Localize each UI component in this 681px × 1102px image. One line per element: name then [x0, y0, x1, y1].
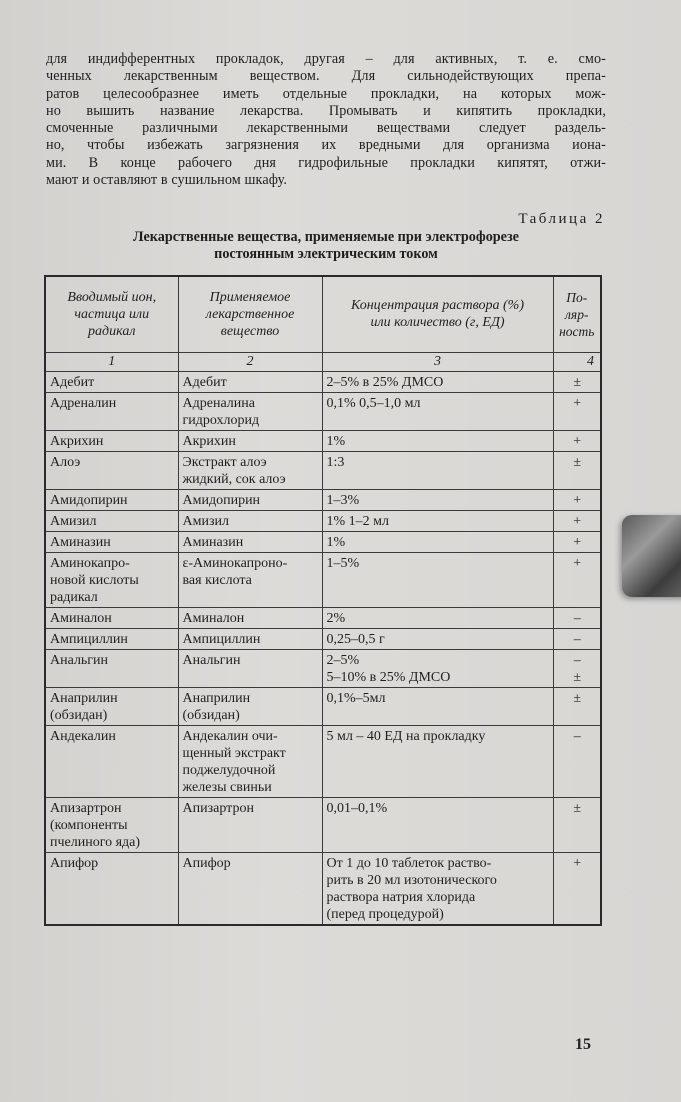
- cell-concentration: [322, 687, 553, 725]
- cell-ion-line: Адреналин: [50, 395, 117, 411]
- cell-drug-line: Адебит: [182, 374, 227, 390]
- cell-ion-line: радикал: [50, 589, 98, 605]
- cell-concentration-line: 1% 1–2 мл: [326, 513, 390, 529]
- cell-drug: [178, 797, 322, 852]
- cell-polarity-line: ±: [573, 454, 582, 470]
- cell-ion-line: Амизил: [50, 513, 97, 529]
- cell-concentration: [322, 852, 553, 925]
- cell-polarity: [553, 489, 601, 510]
- cell-drug-line: Анаприлин: [182, 690, 251, 706]
- cell-concentration-line: раствора натрия хлорида: [326, 889, 476, 905]
- cell-concentration: [322, 607, 553, 628]
- cell-concentration-line: 2–5%: [326, 652, 360, 668]
- cell-drug: [178, 725, 322, 797]
- cell-ion: [45, 531, 178, 552]
- cell-concentration-line: 0,1%–5мл: [326, 690, 386, 706]
- cell-ion-line: Аминалон: [50, 610, 112, 626]
- text-line: ми. В конце рабочего дня гидрофильные прокладки кипятят, отжи-: [46, 154, 606, 171]
- text-line: но вышить название лекарства. Промывать и кипятить прокладки,: [46, 102, 606, 119]
- drugs-table: [44, 275, 602, 926]
- cell-polarity: [553, 451, 601, 489]
- cell-ion-line: Адебит: [50, 374, 95, 390]
- cell-ion-line: Анальгин: [50, 652, 109, 668]
- cell-drug: [178, 552, 322, 607]
- cell-concentration-line: 1%: [326, 534, 346, 550]
- cell-concentration-line: От 1 до 10 таблеток раство-: [326, 855, 492, 871]
- cell-drug-line: вая кислота: [182, 572, 252, 588]
- text-line: но, чтобы избежать загрязнения их вредными для организма иона-: [46, 137, 606, 154]
- cell-polarity-line: +: [573, 492, 582, 508]
- cell-concentration-line: 0,1% 0,5–1,0 мл: [326, 395, 421, 411]
- cell-drug: [178, 607, 322, 628]
- table-row: [45, 649, 601, 687]
- table-row: [45, 797, 601, 852]
- cell-concentration: [322, 628, 553, 649]
- cell-concentration-line: 2%: [326, 610, 346, 626]
- header-drug: Применяемое лекарственное вещество: [178, 276, 322, 352]
- cell-polarity: [553, 725, 601, 797]
- cell-polarity-line: ±: [573, 669, 582, 685]
- cell-concentration-line: 5–10% в 25% ДМСО: [326, 669, 451, 685]
- cell-drug-line: Анальгин: [182, 652, 241, 668]
- table-row: [45, 852, 601, 925]
- cell-polarity: [553, 552, 601, 607]
- cell-polarity-line: ±: [573, 374, 582, 390]
- column-number: 1: [45, 352, 178, 371]
- cell-concentration: [322, 531, 553, 552]
- cell-polarity: [553, 430, 601, 451]
- cell-polarity: [553, 628, 601, 649]
- cell-ion-line: Апифор: [50, 855, 99, 871]
- cell-polarity: [553, 510, 601, 531]
- cell-concentration-line: 2–5% в 25% ДМСО: [326, 374, 444, 390]
- cell-concentration-line: 1:3: [326, 454, 345, 470]
- table-label: Таблица 2: [518, 211, 605, 227]
- text-line: ченных лекарственным веществом. Для сильнодействующих препа-: [46, 68, 606, 85]
- cell-polarity: [553, 531, 601, 552]
- column-number-row: [45, 352, 601, 371]
- cell-ion: [45, 510, 178, 531]
- cell-drug: [178, 649, 322, 687]
- cell-polarity-line: +: [573, 534, 582, 550]
- column-number: 4: [553, 352, 601, 371]
- cell-polarity: [553, 371, 601, 392]
- cell-drug: [178, 531, 322, 552]
- cell-drug-line: Акрихин: [182, 433, 236, 449]
- cell-concentration: [322, 725, 553, 797]
- cell-drug-line: поджелудочной: [182, 762, 276, 778]
- cell-ion-line: пчелиного яда): [50, 834, 141, 850]
- cell-drug-line: ε-Аминокапроно-: [182, 555, 288, 571]
- cell-ion: [45, 371, 178, 392]
- cell-ion-line: Акрихин: [50, 433, 104, 449]
- binder-clip: [622, 515, 681, 597]
- cell-drug: [178, 852, 322, 925]
- text-line: для индифферентных прокладок, другая – для активных, т. е. смо-: [46, 51, 606, 67]
- page-number: 15: [575, 1036, 591, 1053]
- cell-ion: [45, 797, 178, 852]
- cell-polarity: [553, 649, 601, 687]
- cell-drug-line: железы свиньи: [182, 779, 272, 795]
- table-row: [45, 552, 601, 607]
- table-row: [45, 628, 601, 649]
- cell-concentration-line: 0,01–0,1%: [326, 800, 388, 816]
- cell-drug: [178, 430, 322, 451]
- cell-drug-line: Аминазин: [182, 534, 244, 550]
- cell-drug-line: Андекалин очи-: [182, 728, 278, 744]
- cell-drug-line: Апизартрон: [182, 800, 254, 816]
- cell-ion-line: Аминокапро-: [50, 555, 130, 571]
- text-line: ратов целесообразнее иметь отдельные прокладки, на которых мож-: [46, 85, 606, 102]
- cell-ion-line: Алоэ: [50, 454, 81, 470]
- cell-concentration: [322, 510, 553, 531]
- table-row: [45, 392, 601, 430]
- table-row: [45, 725, 601, 797]
- header-concentration: Концентрация раствора (%) или количество (г, ЕД): [322, 276, 553, 352]
- cell-polarity: [553, 607, 601, 628]
- cell-drug-line: Амидопирин: [182, 492, 261, 508]
- cell-ion: [45, 489, 178, 510]
- cell-concentration-line: 1%: [326, 433, 346, 449]
- text-line: смоченные различными лекарственными веществами следует раздель-: [46, 120, 606, 137]
- cell-concentration: [322, 552, 553, 607]
- cell-polarity: [553, 392, 601, 430]
- cell-concentration-line: 1–3%: [326, 492, 360, 508]
- cell-polarity-line: ±: [573, 800, 582, 816]
- cell-drug: [178, 628, 322, 649]
- cell-concentration-line: 1–5%: [326, 555, 360, 571]
- cell-ion-line: Ампициллин: [50, 631, 128, 647]
- table-row: [45, 451, 601, 489]
- table-header-row: [45, 276, 601, 352]
- cell-drug: [178, 489, 322, 510]
- header-polarity: По- ляр- ность: [553, 276, 601, 352]
- cell-drug-line: жидкий, сок алоэ: [182, 471, 286, 487]
- cell-drug: [178, 687, 322, 725]
- cell-polarity-line: –: [573, 728, 581, 744]
- cell-drug: [178, 451, 322, 489]
- table-row: [45, 687, 601, 725]
- cell-drug-line: гидрохлорид: [182, 412, 260, 428]
- cell-drug-line: Ампициллин: [182, 631, 261, 647]
- cell-drug-line: щенный экстракт: [182, 745, 286, 761]
- cell-ion: [45, 430, 178, 451]
- table-row: [45, 531, 601, 552]
- cell-concentration: [322, 451, 553, 489]
- cell-polarity-line: +: [573, 855, 582, 871]
- cell-polarity: [553, 797, 601, 852]
- cell-concentration: [322, 371, 553, 392]
- cell-drug-line: Апифор: [182, 855, 231, 871]
- cell-polarity-line: ±: [573, 690, 582, 706]
- cell-drug-line: Адреналина: [182, 395, 255, 411]
- column-number: 3: [322, 352, 553, 371]
- cell-ion-line: Аминазин: [50, 534, 111, 550]
- cell-polarity-line: +: [573, 433, 582, 449]
- cell-polarity-line: +: [573, 513, 582, 529]
- cell-concentration: [322, 392, 553, 430]
- cell-ion: [45, 607, 178, 628]
- cell-ion-line: Андекалин: [50, 728, 116, 744]
- cell-polarity: [553, 687, 601, 725]
- cell-concentration: [322, 649, 553, 687]
- cell-drug-line: (обзидан): [182, 707, 240, 723]
- cell-ion-line: (обзидан): [50, 707, 108, 723]
- table-row: [45, 607, 601, 628]
- cell-ion: [45, 392, 178, 430]
- cell-ion-line: Анаприлин: [50, 690, 118, 706]
- column-number: 2: [178, 352, 322, 371]
- table-row: [45, 489, 601, 510]
- table-caption-line: постоянным электрическим током: [214, 246, 438, 262]
- cell-drug-line: Аминалон: [182, 610, 245, 626]
- intro-paragraph: [46, 51, 606, 189]
- cell-concentration-line: 0,25–0,5 г: [326, 631, 385, 647]
- cell-concentration-line: рить в 20 мл изотонического: [326, 872, 497, 888]
- cell-polarity-line: –: [573, 652, 581, 668]
- cell-ion: [45, 649, 178, 687]
- cell-polarity-line: –: [573, 631, 581, 647]
- cell-ion-line: новой кислоты: [50, 572, 139, 588]
- cell-concentration: [322, 489, 553, 510]
- table-row: [45, 510, 601, 531]
- cell-drug-line: Амизил: [182, 513, 229, 529]
- table-row: [45, 371, 601, 392]
- header-ion: Вводимый ион, частица или радикал: [45, 276, 178, 352]
- cell-drug-line: Экстракт алоэ: [182, 454, 267, 470]
- cell-polarity: [553, 852, 601, 925]
- cell-drug: [178, 510, 322, 531]
- cell-polarity-line: +: [573, 395, 582, 411]
- cell-drug: [178, 392, 322, 430]
- text-line: мают и оставляют в сушильном шкафу.: [46, 172, 288, 189]
- cell-ion: [45, 628, 178, 649]
- table-caption-line: Лекарственные вещества, применяемые при электрофорезе: [133, 229, 519, 245]
- cell-ion-line: Апизартрон: [50, 800, 122, 816]
- cell-drug: [178, 371, 322, 392]
- cell-ion-line: (компоненты: [50, 817, 128, 833]
- cell-ion: [45, 451, 178, 489]
- cell-ion: [45, 687, 178, 725]
- cell-polarity-line: –: [573, 610, 581, 626]
- cell-ion: [45, 552, 178, 607]
- cell-ion-line: Амидопирин: [50, 492, 128, 508]
- cell-concentration-line: (перед процедурой): [326, 906, 444, 922]
- cell-ion: [45, 725, 178, 797]
- cell-polarity-line: +: [573, 555, 582, 571]
- table-row: [45, 430, 601, 451]
- cell-concentration: [322, 430, 553, 451]
- cell-concentration: [322, 797, 553, 852]
- table-caption: [46, 229, 606, 263]
- cell-ion: [45, 852, 178, 925]
- cell-concentration-line: 5 мл – 40 ЕД на прокладку: [326, 728, 486, 744]
